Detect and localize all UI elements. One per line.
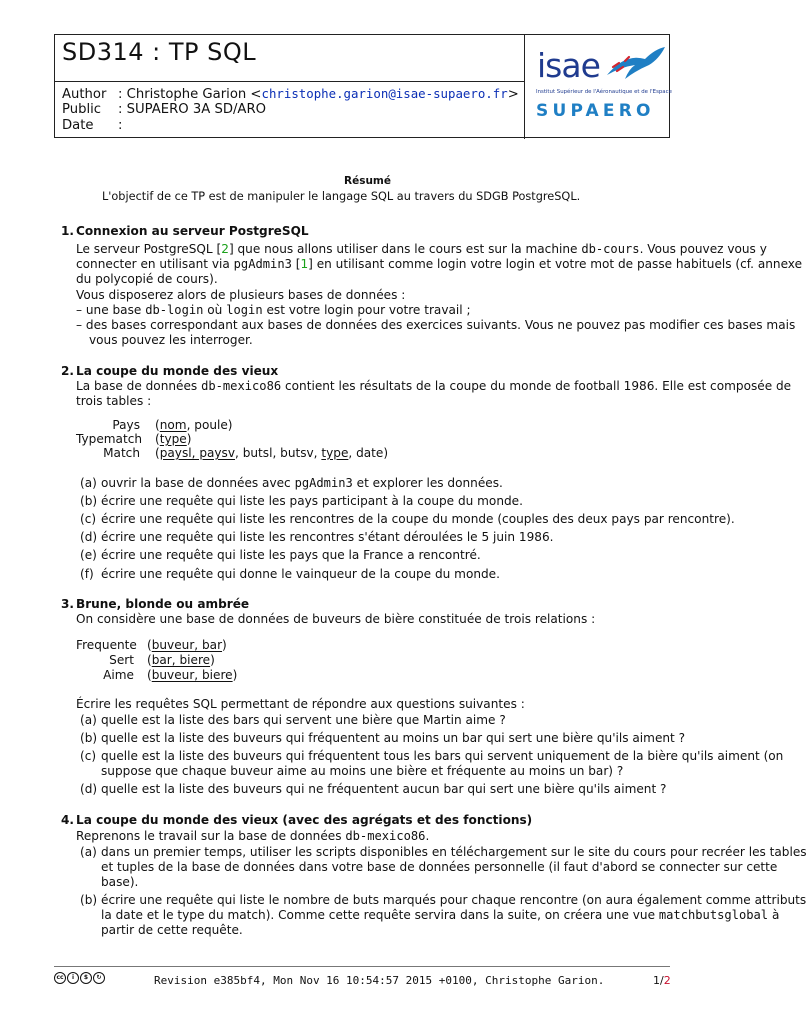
- section-4-para: Reprenons le travail sur la base de données db-mexico86.: [76, 829, 430, 843]
- schema-relation-attrs: (paysl, paysv, butsl, butsv, type, date): [155, 446, 389, 460]
- question-text-continuation: base).: [101, 875, 139, 889]
- question-label: (d): [80, 530, 98, 544]
- logo-brand: SUPAERO: [536, 101, 655, 121]
- question-text: quelle est la liste des buveurs qui ne fréquentent aucun bar qui sert une bière qu'ils aiment ?: [101, 782, 667, 796]
- section-2-para-line2: trois tables :: [76, 394, 152, 408]
- list-item: – des bases correspondant aux bases de données des exercices suivants. Vous ne pouvez pas modifier ces bases mais: [76, 318, 796, 332]
- date-key: Date: [62, 118, 94, 133]
- section-1-para-line2: connecter en utilisant via pgAdmin3 [1] en utilisant comme login votre login et votre mot de passe habituels (cf. annexe: [76, 257, 803, 271]
- author-end: >: [507, 87, 519, 102]
- question-label: (f): [80, 567, 94, 581]
- section-4-number: 4.: [61, 813, 75, 827]
- document-header: [54, 34, 670, 138]
- schema-relation-attrs: (buveur, bar): [147, 638, 227, 652]
- question-text: écrire une requête qui liste les pays que la France a rencontré.: [101, 548, 481, 562]
- section-1-para-line1: Le serveur PostgreSQL [2] que nous allons utiliser dans le cours est sur la machine db-cours. Vous pouvez vous y: [76, 242, 767, 256]
- section-2-title: La coupe du monde des vieux: [76, 364, 279, 378]
- question-text: écrire une requête qui liste le nombre de buts marqués pour chaque rencontre (on aura également comme attributs: [101, 893, 807, 907]
- section-3-para: Écrire les requêtes SQL permettant de répondre aux questions suivantes :: [76, 697, 525, 711]
- schema-relation-attrs: (buveur, biere): [147, 668, 238, 682]
- question-label: (a): [80, 476, 97, 490]
- citation-link[interactable]: 2: [221, 242, 229, 256]
- section-1-para-line4: Vous disposerez alors de plusieurs bases de données :: [76, 288, 406, 302]
- section-3-para: On considère une base de données de buveurs de bière constituée de trois relations :: [76, 612, 596, 626]
- question-text: quelle est la liste des bars qui servent une bière que Martin aime ?: [101, 713, 506, 727]
- cc-icon: cc: [54, 972, 66, 984]
- question-text: quelle est la liste des buveurs qui fréquentent au moins un bar qui sert une bière qu'ils aiment ?: [101, 731, 686, 745]
- author-key: Author: [62, 87, 107, 102]
- creative-commons-badge[interactable]: [54, 972, 105, 985]
- schema-relation-attrs: (bar, biere): [147, 653, 215, 667]
- question-text-continuation: suppose que chaque buveur aime au moins une bière et fréquente au moins un bar) ?: [101, 764, 624, 778]
- schema-relation-name: Sert: [109, 653, 134, 667]
- section-2-number: 2.: [61, 364, 75, 378]
- question-label: (b): [80, 893, 98, 907]
- date-value: :: [118, 118, 123, 133]
- author-line: [62, 86, 519, 103]
- section-1-title: Connexion au serveur PostgreSQL: [76, 224, 309, 238]
- list-item: – une base db-login où login est votre login pour votre travail ;: [76, 303, 471, 317]
- date-line: [62, 118, 122, 134]
- schema-relation-attrs: (type): [155, 432, 192, 446]
- total-pages-link[interactable]: 2: [663, 974, 671, 987]
- bird-icon: [605, 45, 667, 85]
- question-text: écrire une requête qui liste les pays participant à la coupe du monde.: [101, 494, 523, 508]
- question-label: (a): [80, 845, 97, 859]
- section-3-title: Brune, blonde ou ambrée: [76, 597, 250, 611]
- question-text: écrire une requête qui liste les rencontres de la coupe du monde (couples des deux pays par rencontre).: [101, 512, 735, 526]
- question-label: (b): [80, 731, 98, 745]
- question-text: dans un premier temps, utiliser les scripts disponibles en téléchargement sur le site du cours pour recréer les tables: [101, 845, 807, 859]
- page-number: 1/2: [653, 974, 671, 987]
- schema-relation-attrs: (nom, poule): [155, 418, 233, 432]
- question-label: (d): [80, 782, 98, 796]
- logo-subtitle: Institut Supérieur de l'Aéronautique et de l'Espace: [536, 89, 672, 95]
- sa-icon: ↻: [93, 972, 105, 984]
- abstract-heading: Résumé: [344, 175, 391, 187]
- question-text: quelle est la liste des buveurs qui fréquentent tous les bars qui servent uniquement de la bière qu'ils aiment (on: [101, 749, 784, 763]
- list-item-continuation: vous pouvez les interroger.: [89, 333, 253, 347]
- section-4-title: La coupe du monde des vieux (avec des agrégats et des fonctions): [76, 813, 533, 827]
- schema-relation-name: Frequente: [76, 638, 137, 652]
- question-text: écrire une requête qui donne le vainqueur de la coupe du monde.: [101, 567, 500, 581]
- question-text: ouvrir la base de données avec pgAdmin3 et explorer les données.: [101, 476, 503, 490]
- public-value: : SUPAERO 3A SD/ARO: [118, 102, 266, 117]
- question-label: (e): [80, 548, 97, 562]
- schema-relation-name: Aime: [103, 668, 134, 682]
- isae-supaero-logo: [524, 35, 671, 139]
- nc-icon: $: [80, 972, 92, 984]
- schema-relation-name: Pays: [112, 418, 140, 432]
- section-3-number: 3.: [61, 597, 75, 611]
- footer-revision: Revision e385bf4, Mon Nov 16 10:54:57 2015 +0100, Christophe Garion.: [154, 974, 605, 987]
- question-text-continuation: partir de cette requête.: [101, 923, 243, 937]
- title-bar: [55, 35, 524, 82]
- schema-relation-name: Typematch: [76, 432, 143, 446]
- question-label: (c): [80, 512, 97, 526]
- public-key: Public: [62, 102, 102, 117]
- question-label: (b): [80, 494, 98, 508]
- question-label: (a): [80, 713, 97, 727]
- question-text: écrire une requête qui liste les rencontres s'étant déroulées le 5 juin 1986.: [101, 530, 554, 544]
- public-line: [62, 102, 266, 118]
- section-1-number: 1.: [61, 224, 75, 238]
- question-text-continuation: la date et le type du match). Comme cette requête servira dans la suite, on créera une vue matchbutsglobal à: [101, 908, 780, 922]
- section-1-para-line3: du polycopié de cours).: [76, 272, 218, 286]
- logo-wordmark: isae: [537, 46, 600, 85]
- footer-rule: [54, 966, 670, 967]
- question-text-continuation: et tuples de la base de données dans votre base de données personnelle (il faut d'abord se connecter sur cette: [101, 860, 778, 874]
- author-email-link[interactable]: christophe.garion@isae-supaero.fr: [261, 86, 508, 101]
- schema-relation-name: Match: [103, 446, 140, 460]
- section-2-para-line1: La base de données db-mexico86 contient les résultats de la coupe du monde de football 1986. Elle est composée de: [76, 379, 792, 393]
- question-label: (c): [80, 749, 97, 763]
- document-title: SD314 : TP SQL: [62, 38, 257, 66]
- citation-link[interactable]: 1: [300, 257, 309, 271]
- by-icon: i: [67, 972, 79, 984]
- abstract-text: L'objectif de ce TP est de manipuler le langage SQL au travers du SDGB PostgreSQL.: [102, 190, 581, 203]
- author-name: : Christophe Garion <: [118, 87, 262, 102]
